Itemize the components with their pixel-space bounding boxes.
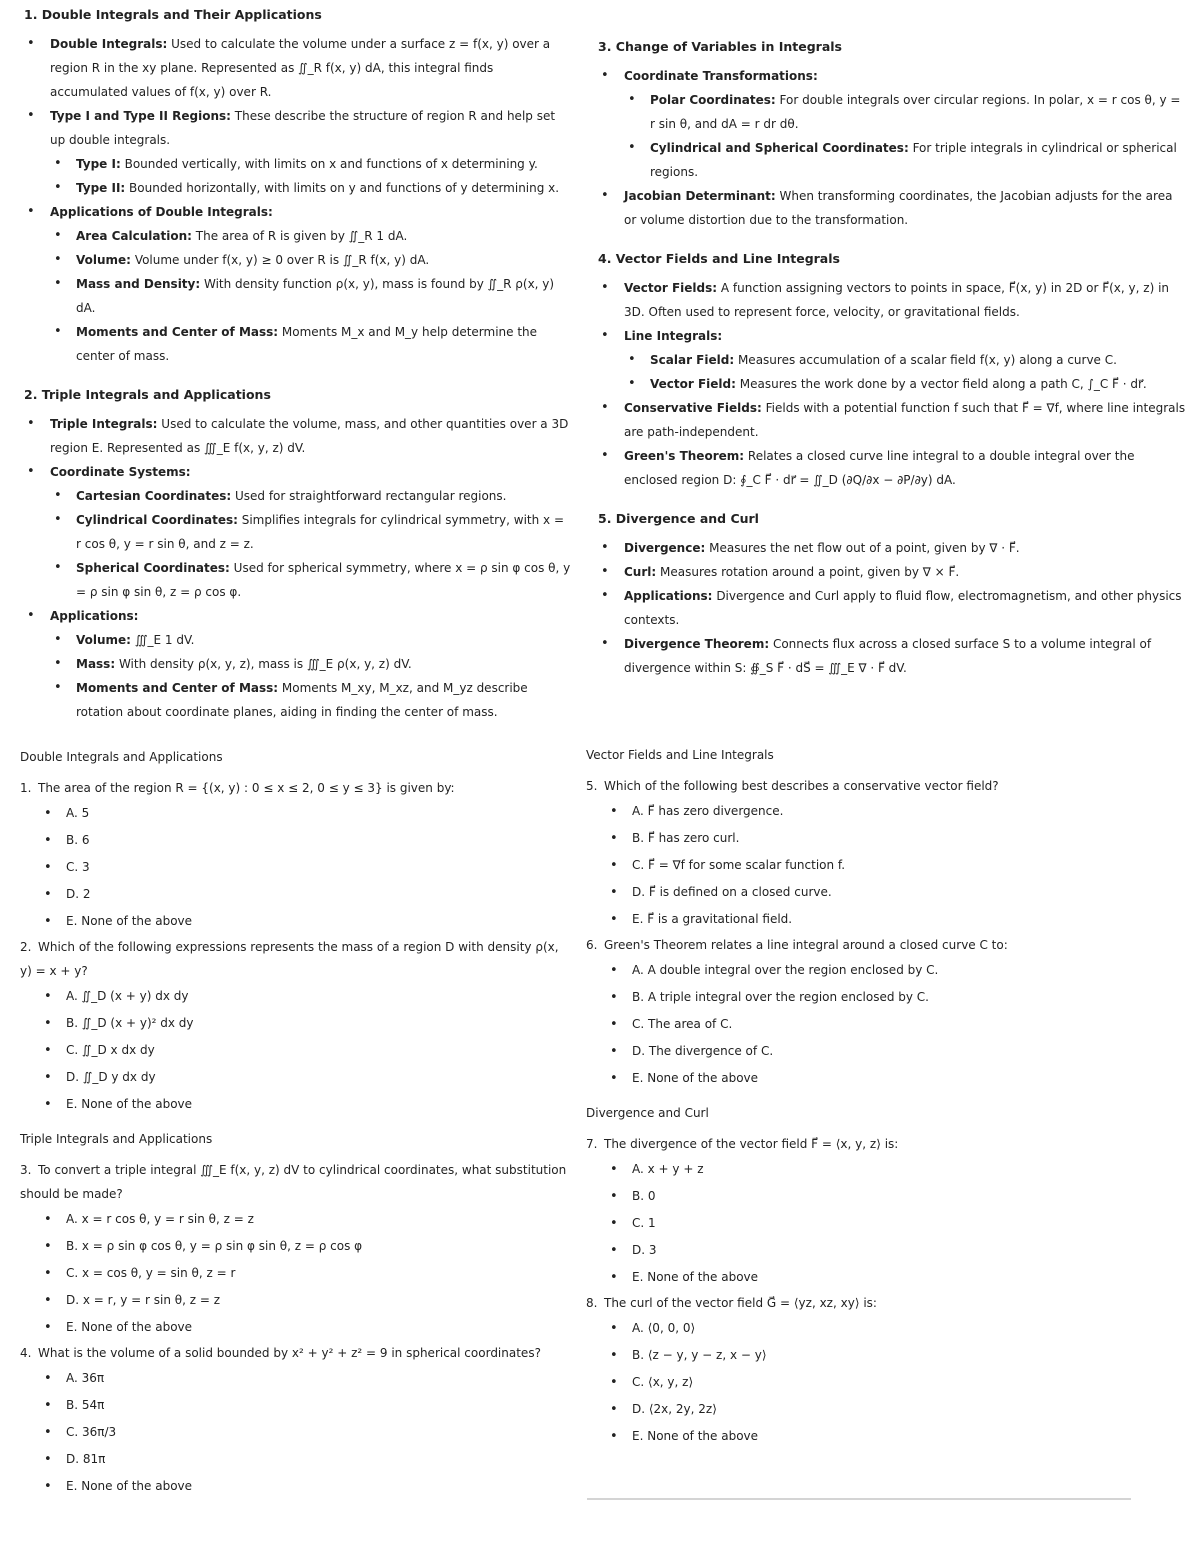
- answer-options: [20, 1365, 568, 1500]
- answer-option: • A. F⃗ has zero divergence.: [586, 798, 1176, 825]
- question-number: 8.: [586, 1296, 598, 1310]
- question-number: 6.: [586, 938, 598, 952]
- bullet-label: Type I:: [76, 157, 121, 171]
- bullet-label: Applications of Double Integrals:: [50, 205, 273, 219]
- bullet-text: The area of R is given by ∬_R 1 dA.: [195, 229, 408, 243]
- bullet-item: [598, 88, 1188, 136]
- bullet-text: Used to calculate the volume under a surface z = f(x, y) over a region R in the xy plane. Represented as ∬_R f(x, y) dA, this integral finds accumulated values of f(x, y) over R.: [50, 37, 551, 99]
- bullet-text: For triple integrals in cylindrical or spherical regions.: [650, 141, 1177, 179]
- bullet-item: [24, 104, 572, 152]
- quiz-section-heading: Triple Integrals and Applications: [20, 1132, 213, 1146]
- bullet-label: Mass:: [76, 657, 116, 671]
- bullet-item: [24, 412, 572, 460]
- question-number: 3.: [20, 1163, 32, 1177]
- section-divergence-curl: [598, 512, 1188, 680]
- question-number: 4.: [20, 1346, 32, 1360]
- bullet-text: Measures rotation around a point, given by ∇ × F⃗.: [660, 565, 960, 579]
- bullet-label: Triple Integrals:: [50, 417, 158, 431]
- quiz-question: [586, 933, 1176, 1092]
- answer-option: • B. 6: [20, 827, 568, 854]
- bullet-item: [598, 64, 1188, 88]
- bullet-text: For double integrals over circular regions. In polar, x = r cos θ, y = r sin θ, and dA = r dr dθ.: [650, 93, 1181, 131]
- question-text: [586, 774, 1176, 798]
- question-text: [586, 1132, 1176, 1156]
- bullet-text: Used for straightforward rectangular regions.: [234, 489, 507, 503]
- bullet-item: [24, 272, 572, 320]
- answer-option: • E. None of the above: [20, 1473, 568, 1500]
- bullet-item: [24, 460, 572, 484]
- bullet-text: ∭_E 1 dV.: [134, 633, 195, 647]
- bullet-label: Divergence:: [624, 541, 706, 555]
- bullet-item: [598, 372, 1188, 396]
- answer-option: • D. F⃗ is defined on a closed curve.: [586, 879, 1176, 906]
- bullet-item: [24, 152, 572, 176]
- bullet-item: [24, 628, 572, 652]
- section-title: 2. Triple Integrals and Applications: [24, 387, 271, 402]
- answer-option: • B. 54π: [20, 1392, 568, 1419]
- question-text: [20, 1158, 568, 1206]
- bullet-item: [24, 508, 572, 556]
- bullet-text: Moments M_xy, M_xz, and M_yz describe rotation about coordinate planes, aiding in finding the center of mass.: [76, 681, 528, 719]
- answer-option: • D. 3: [586, 1237, 1176, 1264]
- question-number: 1.: [20, 781, 32, 795]
- question-prompt: The area of the region R = {(x, y) : 0 ≤ x ≤ 2, 0 ≤ y ≤ 3} is given by:: [38, 781, 455, 795]
- quiz-question: [586, 1291, 1176, 1450]
- question-prompt: Green's Theorem relates a line integral around a closed curve C to:: [604, 938, 1008, 952]
- section-title: 5. Divergence and Curl: [598, 511, 759, 526]
- section-change-of-variables: [598, 40, 1188, 232]
- answer-option: • C. 3: [20, 854, 568, 881]
- bullet-text: Measures the net flow out of a point, given by ∇ · F⃗.: [709, 541, 1020, 555]
- bullet-label: Divergence Theorem:: [624, 637, 770, 651]
- bullet-item: [598, 632, 1188, 680]
- question-prompt: The divergence of the vector field F⃗ = ⟨x, y, z⟩ is:: [604, 1137, 899, 1151]
- question-number: 2.: [20, 940, 32, 954]
- bullet-label: Green's Theorem:: [624, 449, 745, 463]
- answer-option: • A. 36π: [20, 1365, 568, 1392]
- answer-option: • E. None of the above: [586, 1065, 1176, 1092]
- section-title: 4. Vector Fields and Line Integrals: [598, 251, 840, 266]
- bullet-label: Cylindrical Coordinates:: [76, 513, 238, 527]
- bullet-item: [598, 396, 1188, 444]
- bullet-label: Cylindrical and Spherical Coordinates:: [650, 141, 909, 155]
- bullet-item: [24, 556, 572, 604]
- bullet-label: Type I and Type II Regions:: [50, 109, 231, 123]
- bullet-item: [598, 536, 1188, 560]
- bottom-divider: [587, 1498, 1131, 1500]
- bullet-item: [598, 276, 1188, 324]
- answer-options: [20, 1206, 568, 1341]
- answer-option: • D. 2: [20, 881, 568, 908]
- quiz-question: [20, 776, 568, 935]
- bullet-text: With density function ρ(x, y), mass is found by ∬_R ρ(x, y) dA.: [76, 277, 555, 315]
- bullet-label: Double Integrals:: [50, 37, 168, 51]
- answer-option: • B. F⃗ has zero curl.: [586, 825, 1176, 852]
- bullet-item: [24, 176, 572, 200]
- bullet-item: [24, 320, 572, 368]
- answer-option: • D. The divergence of C.: [586, 1038, 1176, 1065]
- answer-option: • C. x = cos θ, y = sin θ, z = r: [20, 1260, 568, 1287]
- quiz-question: [586, 774, 1176, 933]
- answer-option: • B. A triple integral over the region enclosed by C.: [586, 984, 1176, 1011]
- bullet-label: Spherical Coordinates:: [76, 561, 230, 575]
- bullet-label: Jacobian Determinant:: [624, 189, 776, 203]
- bullet-list: [598, 276, 1188, 492]
- question-prompt: To convert a triple integral ∭_E f(x, y, z) dV to cylindrical coordinates, what substitution should be made?: [20, 1163, 567, 1201]
- bullet-text: Bounded vertically, with limits on x and functions of x determining y.: [124, 157, 538, 171]
- answer-options: [586, 1315, 1176, 1450]
- bullet-text: Used for spherical symmetry, where x = ρ sin φ cos θ, y = ρ sin φ sin θ, z = ρ cos φ.: [76, 561, 571, 599]
- bullet-item: [24, 32, 572, 104]
- bullet-label: Area Calculation:: [76, 229, 192, 243]
- answer-option: • E. None of the above: [20, 1091, 568, 1118]
- answer-option: • B. x = ρ sin φ cos θ, y = ρ sin φ sin θ, z = ρ cos φ: [20, 1233, 568, 1260]
- answer-option: • E. None of the above: [20, 908, 568, 935]
- quiz-section-heading: Divergence and Curl: [586, 1106, 709, 1120]
- answer-option: • B. ⟨z − y, y − z, x − y⟩: [586, 1342, 1176, 1369]
- answer-option: • B. 0: [586, 1183, 1176, 1210]
- bullet-item: [24, 224, 572, 248]
- bullet-item: [598, 324, 1188, 348]
- quiz-question: [20, 1158, 568, 1341]
- bullet-list: [598, 64, 1188, 232]
- question-text: [586, 1291, 1176, 1315]
- bullet-label: Polar Coordinates:: [650, 93, 776, 107]
- bullet-text: When transforming coordinates, the Jacobian adjusts for the area or volume distortion due to the transformation.: [624, 189, 1173, 227]
- bullet-label: Volume:: [76, 633, 131, 647]
- bullet-item: [598, 348, 1188, 372]
- bullet-label: Conservative Fields:: [624, 401, 762, 415]
- question-prompt: What is the volume of a solid bounded by x² + y² + z² = 9 in spherical coordinates?: [38, 1346, 541, 1360]
- answer-options: [586, 957, 1176, 1092]
- bullet-text: Measures accumulation of a scalar field f(x, y) along a curve C.: [737, 353, 1117, 367]
- bullet-list: [24, 32, 572, 368]
- question-text: [20, 776, 568, 800]
- bullet-item: [24, 652, 572, 676]
- answer-options: [586, 1156, 1176, 1291]
- bullet-text: Moments M_x and M_y help determine the center of mass.: [76, 325, 538, 363]
- bullet-label: Applications:: [624, 589, 713, 603]
- bullet-item: [598, 560, 1188, 584]
- answer-option: • A. ⟨0, 0, 0⟩: [586, 1315, 1176, 1342]
- bullet-label: Cartesian Coordinates:: [76, 489, 232, 503]
- question-prompt: Which of the following expressions represents the mass of a region D with density ρ(x, y) = x + y?: [20, 940, 559, 978]
- answer-option: • C. ⟨x, y, z⟩: [586, 1369, 1176, 1396]
- question-number: 5.: [586, 779, 598, 793]
- bullet-text: Measures the work done by a vector field along a path C, ∫_C F⃗ · dr⃗.: [739, 377, 1147, 391]
- bullet-label: Moments and Center of Mass:: [76, 325, 279, 339]
- answer-option: • D. 81π: [20, 1446, 568, 1473]
- bullet-label: Scalar Field:: [650, 353, 735, 367]
- bullet-list: [598, 536, 1188, 680]
- bullet-text: Bounded horizontally, with limits on y and functions of y determining x.: [129, 181, 560, 195]
- section-title: 1. Double Integrals and Their Applications: [24, 7, 322, 22]
- answer-option: • A. x + y + z: [586, 1156, 1176, 1183]
- bullet-item: [24, 676, 572, 724]
- answer-option: • B. ∬_D (x + y)² dx dy: [20, 1010, 568, 1037]
- answer-option: • A. A double integral over the region enclosed by C.: [586, 957, 1176, 984]
- answer-option: • C. ∬_D x dx dy: [20, 1037, 568, 1064]
- question-text: [586, 933, 1176, 957]
- answer-option: • E. F⃗ is a gravitational field.: [586, 906, 1176, 933]
- bullet-label: Mass and Density:: [76, 277, 201, 291]
- bullet-label: Volume:: [76, 253, 131, 267]
- bullet-label: Vector Field:: [650, 377, 736, 391]
- answer-option: • E. None of the above: [586, 1423, 1176, 1450]
- bullet-label: Applications:: [50, 609, 139, 623]
- answer-option: • E. None of the above: [20, 1314, 568, 1341]
- bullet-label: Coordinate Systems:: [50, 465, 191, 479]
- bullet-item: [24, 604, 572, 628]
- quiz-section-heading: Vector Fields and Line Integrals: [586, 748, 774, 762]
- bullet-label: Moments and Center of Mass:: [76, 681, 279, 695]
- question-text: [20, 1341, 568, 1365]
- question-prompt: The curl of the vector field G⃗ = ⟨yz, xz, xy⟩ is:: [604, 1296, 877, 1310]
- bullet-text: Simplifies integrals for cylindrical symmetry, with x = r cos θ, y = r sin θ, and z = z.: [76, 513, 564, 551]
- bullet-label: Curl:: [624, 565, 657, 579]
- answer-options: [586, 798, 1176, 933]
- bullet-item: [598, 184, 1188, 232]
- section-triple-integrals: [24, 388, 572, 724]
- answer-option: • C. 1: [586, 1210, 1176, 1237]
- question-prompt: Which of the following best describes a conservative vector field?: [604, 779, 999, 793]
- bullet-text: A function assigning vectors to points in space, F⃗(x, y) in 2D or F⃗(x, y, z) in 3D. Often used to represent force, velocity, or gravitational fields.: [624, 281, 1170, 319]
- quiz-question: [20, 935, 568, 1118]
- bullet-item: [598, 136, 1188, 184]
- bullet-text: Used to calculate the volume, mass, and other quantities over a 3D region E. Represented as ∭_E f(x, y, z) dV.: [50, 417, 569, 455]
- answer-option: • D. ∬_D y dx dy: [20, 1064, 568, 1091]
- answer-option: • C. The area of C.: [586, 1011, 1176, 1038]
- quiz-question: [586, 1132, 1176, 1291]
- bullet-item: [24, 484, 572, 508]
- bullet-label: Coordinate Transformations:: [624, 69, 818, 83]
- answer-option: • E. None of the above: [586, 1264, 1176, 1291]
- section-vector-fields: [598, 252, 1188, 492]
- bullet-text: Relates a closed curve line integral to a double integral over the enclosed region D: ∮_C F⃗ · dr⃗ = ∬_D (∂Q/∂x − ∂P/∂y) dA.: [624, 449, 1135, 487]
- notes-column-right: [598, 40, 1188, 700]
- answer-options: [20, 800, 568, 935]
- quiz-column-left: [20, 750, 568, 1500]
- bullet-item: [24, 248, 572, 272]
- bullet-label: Type II:: [76, 181, 126, 195]
- bullet-item: [598, 444, 1188, 492]
- bullet-label: Line Integrals:: [624, 329, 723, 343]
- answer-option: • A. 5: [20, 800, 568, 827]
- answer-option: • C. F⃗ = ∇f for some scalar function f.: [586, 852, 1176, 879]
- bullet-text: These describe the structure of region R and help set up double integrals.: [50, 109, 556, 147]
- answer-option: • A. ∬_D (x + y) dx dy: [20, 983, 568, 1010]
- bullet-text: With density ρ(x, y, z), mass is ∭_E ρ(x, y, z) dV.: [118, 657, 412, 671]
- notes-column-left: [24, 8, 572, 744]
- section-title: 3. Change of Variables in Integrals: [598, 39, 842, 54]
- bullet-list: [24, 412, 572, 724]
- quiz-column-right: [586, 748, 1176, 1450]
- answer-option: • A. x = r cos θ, y = r sin θ, z = z: [20, 1206, 568, 1233]
- bullet-text: Volume under f(x, y) ≥ 0 over R is ∬_R f(x, y) dA.: [134, 253, 430, 267]
- quiz-question: [20, 1341, 568, 1500]
- question-number: 7.: [586, 1137, 598, 1151]
- section-double-integrals: [24, 8, 572, 368]
- answer-option: • D. ⟨2x, 2y, 2z⟩: [586, 1396, 1176, 1423]
- bullet-text: Connects flux across a closed surface S to a volume integral of divergence within S: ∯_S F⃗ · dS⃗ = ∭_E ∇ · F⃗ dV.: [624, 637, 1152, 675]
- bullet-item: [598, 584, 1188, 632]
- answer-options: [20, 983, 568, 1118]
- answer-option: • D. x = r, y = r sin θ, z = z: [20, 1287, 568, 1314]
- bullet-label: Vector Fields:: [624, 281, 718, 295]
- bullet-text: Fields with a potential function f such that F⃗ = ∇f, where line integrals are path-independent.: [624, 401, 1186, 439]
- question-text: [20, 935, 568, 983]
- bullet-text: Divergence and Curl apply to fluid flow, electromagnetism, and other physics contexts.: [624, 589, 1182, 627]
- answer-option: • C. 36π/3: [20, 1419, 568, 1446]
- quiz-section-heading: Double Integrals and Applications: [20, 750, 223, 764]
- bullet-item: [24, 200, 572, 224]
